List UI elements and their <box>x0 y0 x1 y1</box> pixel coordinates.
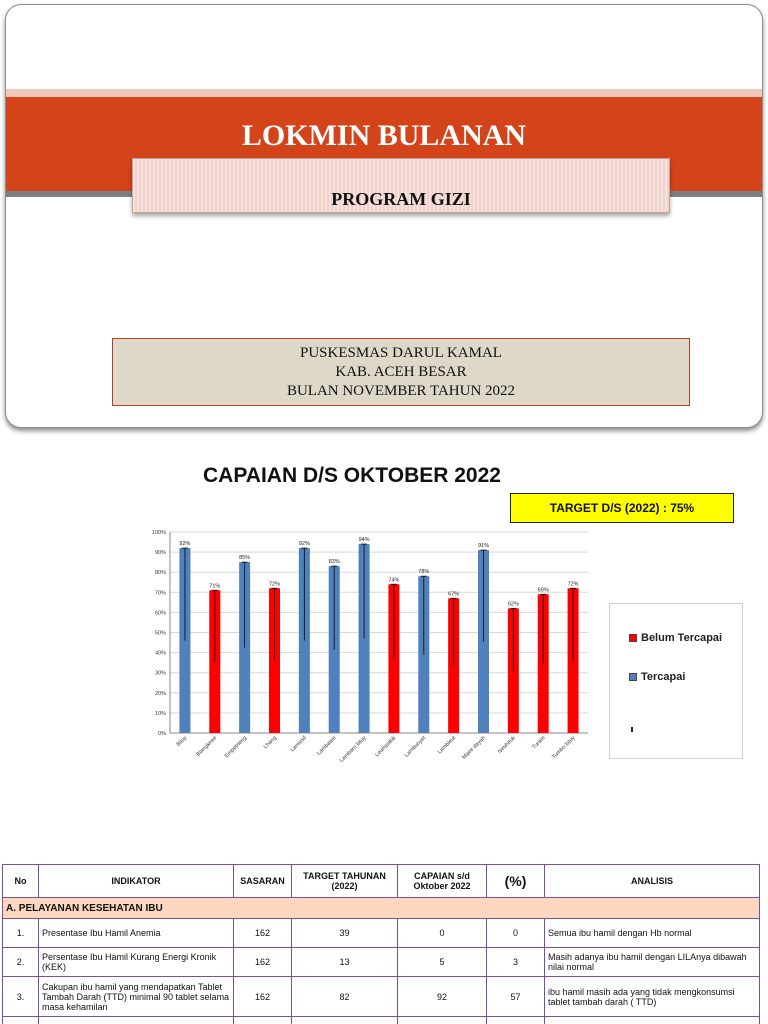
cell-empty <box>234 1017 292 1024</box>
cell-analisis: Semua ibu hamil dengan Hb normal <box>545 919 760 948</box>
y-tick-label: 30% <box>154 670 166 677</box>
data-label: 91% <box>477 543 490 550</box>
chart-legend <box>609 603 743 759</box>
y-tick-label: 0% <box>158 731 166 737</box>
data-label: 92% <box>179 541 191 548</box>
x-tick-label: Lhang <box>262 735 278 751</box>
header-sasaran: SASARAN <box>234 865 292 898</box>
x-tick-label: Leumpakik <box>374 735 398 759</box>
data-label: 78% <box>418 569 430 576</box>
slide-title: LOKMIN BULANAN <box>241 119 527 152</box>
data-label: 67% <box>448 591 460 598</box>
x-tick-label: Lambunyet <box>403 735 428 759</box>
legend-label: Belum Tercapai <box>641 632 723 644</box>
title-slide <box>5 4 763 428</box>
legend-swatch-blue <box>629 673 637 681</box>
cell-empty <box>292 1017 398 1024</box>
cell-empty <box>545 1017 760 1024</box>
cell-empty <box>39 1017 234 1024</box>
y-tick-label: 40% <box>154 650 166 657</box>
x-tick-label: Lambleut <box>436 735 458 756</box>
cell-analisis: ibu hamil masih ada yang tidak mengkonsumsi tablet tambah darah ( TTD) <box>545 977 760 1017</box>
section-label: A. PELAYANAN KESEHATAN IBU <box>3 898 760 919</box>
x-tick-label: Lamsod <box>289 735 308 754</box>
y-tick-label: 80% <box>154 570 166 577</box>
cell-no: 3. <box>3 977 39 1017</box>
x-tick-label: Biluy <box>175 735 189 748</box>
table-header-row <box>3 865 760 898</box>
indicator-table <box>2 864 760 1024</box>
header-target: TARGET TAHUNAN (2022) <box>292 865 398 898</box>
header-persen: (%) <box>487 865 545 898</box>
legend-swatch-red <box>629 634 637 642</box>
cell-empty <box>3 1017 39 1024</box>
bar-chart <box>130 520 600 782</box>
info-line-kabupaten: KAB. ACEH BESAR <box>335 364 467 380</box>
data-label: 62% <box>507 601 519 608</box>
data-label: 72% <box>567 581 579 588</box>
y-tick-label: 50% <box>154 630 166 637</box>
y-tick-label: 90% <box>154 550 166 557</box>
header-capaian: CAPAIAN s/d Oktober 2022 <box>398 865 487 898</box>
section-row <box>3 898 760 919</box>
legend-item-belum-tercapai <box>629 632 722 644</box>
legend-marker <box>631 727 633 732</box>
data-label: 83% <box>328 559 340 566</box>
data-label: 85% <box>239 555 251 562</box>
info-line-period: BULAN NOVEMBER TAHUN 2022 <box>286 383 516 399</box>
header-analisis: ANALISIS <box>545 865 760 898</box>
y-tick-label: 20% <box>154 690 166 697</box>
info-line-puskesmas: PUSKESMAS DARUL KAMAL <box>300 345 502 361</box>
x-tick-label: Tumbo biluy <box>551 735 577 761</box>
cell-sasaran: 162 <box>234 977 292 1017</box>
x-tick-label: Lambaro biluy <box>338 735 368 764</box>
table-row <box>3 948 760 977</box>
data-label: 72% <box>268 581 281 588</box>
cell-indikator: Presentase Ibu Hamil Anemia <box>39 919 234 948</box>
y-tick-label: 60% <box>154 610 166 617</box>
cell-target: 39 <box>292 919 398 948</box>
table-row <box>3 919 760 948</box>
cell-target: 82 <box>292 977 398 1017</box>
legend-item-tercapai <box>629 671 685 683</box>
x-tick-label: Lambatee <box>316 735 338 757</box>
cell-indikator: Cakupan ibu hamil yang mendapatkan Tablet Tambah Darah (TTD) minimal 90 tablet selama masa kehamilan <box>39 977 234 1017</box>
table-row-partial <box>3 1017 760 1024</box>
decorative-band <box>6 89 762 97</box>
table-row <box>3 977 760 1017</box>
cell-persen: 57 <box>487 977 545 1017</box>
chart-title: CAPAIAN D/S OKTOBER 2022 <box>203 464 501 487</box>
slide-subtitle: PROGRAM GIZI <box>331 189 471 209</box>
subtitle-box <box>132 158 670 213</box>
cell-empty <box>487 1017 545 1024</box>
legend-label: Tercapai <box>641 671 686 683</box>
data-label: 94% <box>358 537 370 544</box>
x-tick-label: Blangkiree <box>195 735 219 758</box>
data-label: 71% <box>209 583 221 590</box>
x-tick-label: Maee dayah <box>461 735 487 761</box>
cell-sasaran: 162 <box>234 948 292 977</box>
y-tick-label: 100% <box>151 530 166 536</box>
y-tick-label: 70% <box>154 590 166 597</box>
cell-empty <box>398 1017 487 1024</box>
cell-capaian: 92 <box>398 977 487 1017</box>
target-label: TARGET D/S (2022) : 75% <box>510 493 734 523</box>
y-tick-label: 10% <box>154 710 166 717</box>
cell-analisis: Masih adanya ibu hamil dengan LILAnya dibawah nilai normal <box>545 948 760 977</box>
x-tick-label: Empetrieng <box>223 735 249 760</box>
cell-capaian: 5 <box>398 948 487 977</box>
cell-sasaran: 162 <box>234 919 292 948</box>
cell-persen: 0 <box>487 919 545 948</box>
cell-target: 13 <box>292 948 398 977</box>
cell-indikator: Persentase Ibu Hamil Kurang Energi Kronik (KEK) <box>39 948 234 977</box>
x-tick-label: Neuheuk <box>496 735 517 755</box>
info-box <box>112 338 690 406</box>
cell-no: 2. <box>3 948 39 977</box>
x-tick-label: Turam <box>531 735 547 751</box>
header-indikator: INDIKATOR <box>39 865 234 898</box>
cell-no: 1. <box>3 919 39 948</box>
cell-capaian: 0 <box>398 919 487 948</box>
data-label: 74% <box>388 577 400 584</box>
cell-persen: 3 <box>487 948 545 977</box>
data-label: 69% <box>537 587 549 594</box>
data-label: 92% <box>298 541 310 548</box>
header-no: No <box>3 865 39 898</box>
